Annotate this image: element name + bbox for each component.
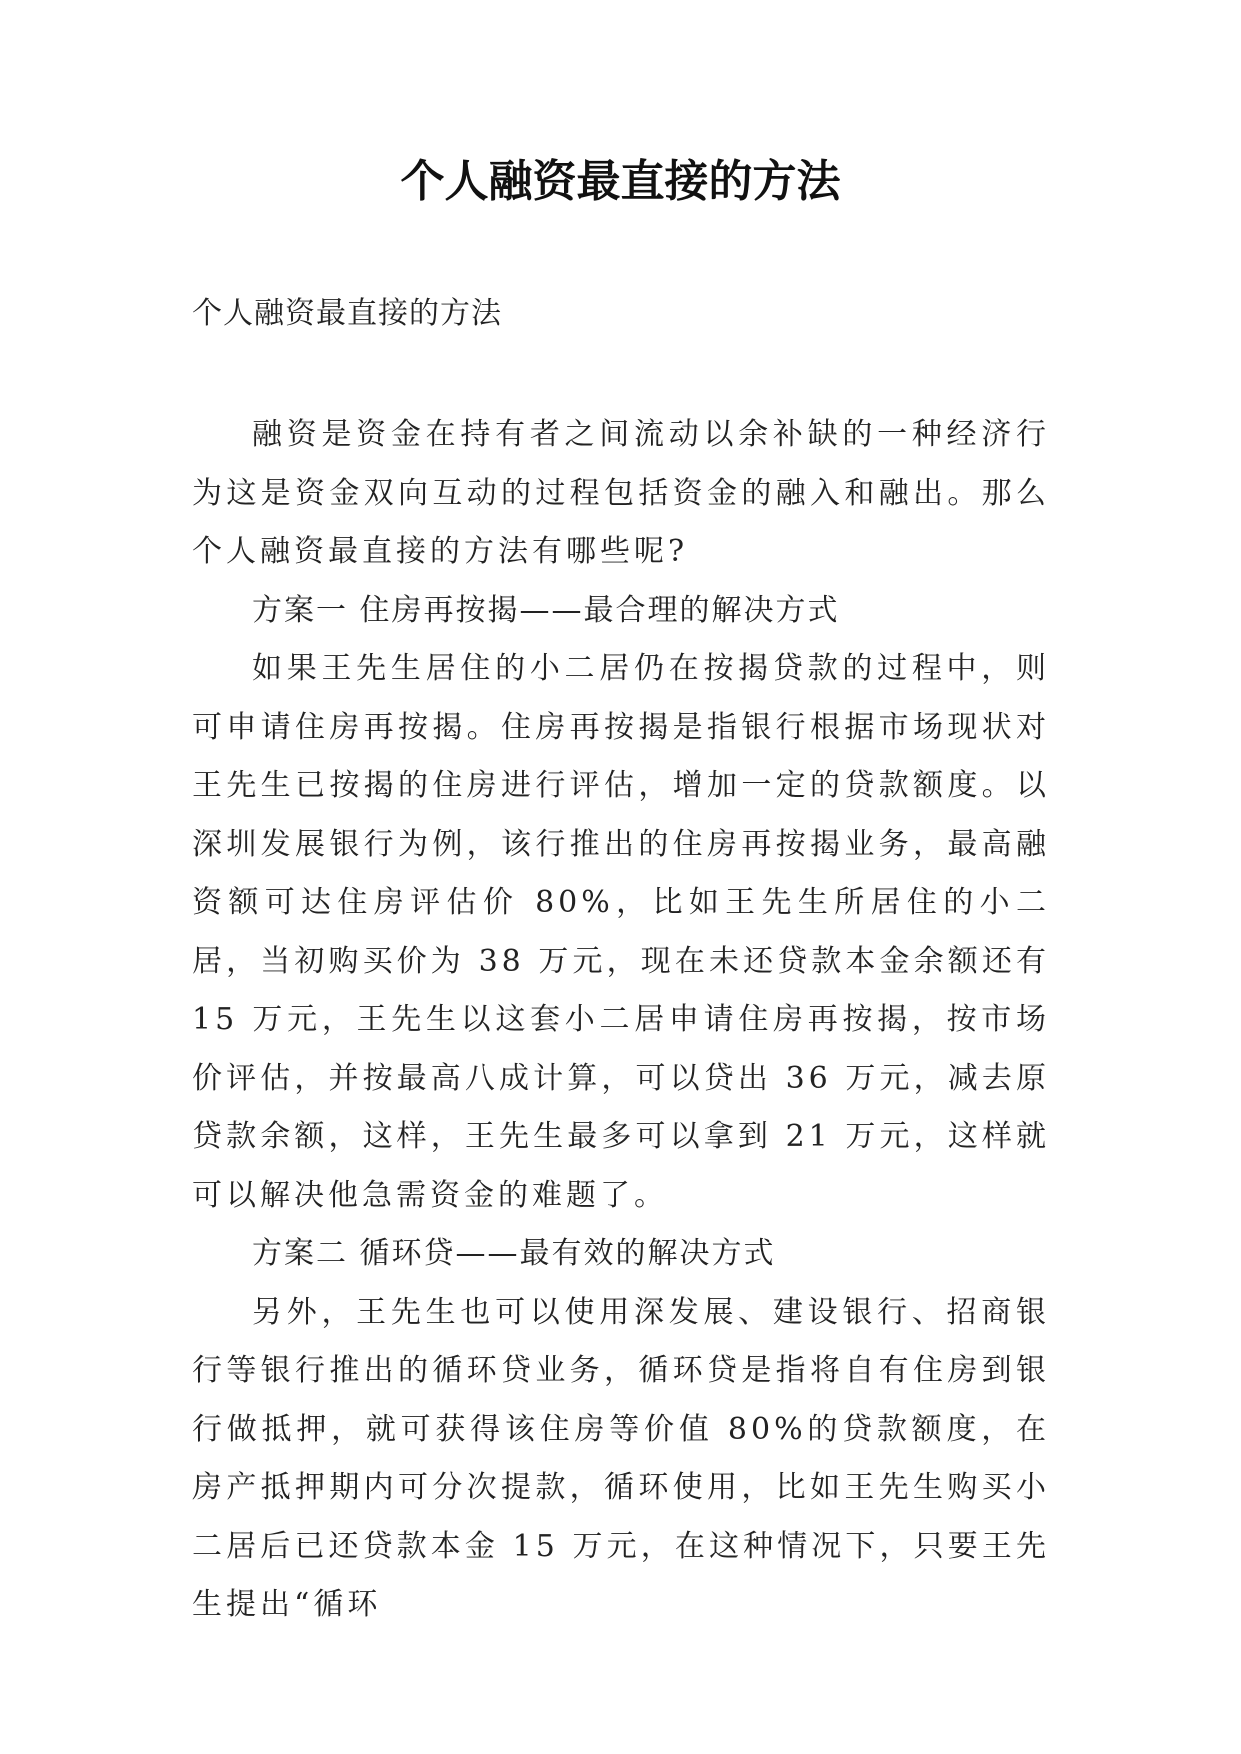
document-title: 个人融资最直接的方法: [400, 156, 841, 207]
paragraph-plan-one: 如果王先生居住的小二居仍在按揭贷款的过程中，则可申请住房再按揭。住房再按揭是指银行根据市场现状对王先生已按揭的住房进行评估，增加一定的贷款额度。以深圳发展银行为例，该行推出的住房再按揭业务，最高融资额可达住房评估价 80%，比如王先生所居住的小二居，当初购买价为 38 万元，现在未还贷款本金余额还有 15 万元，王先生以这套小二居申请住房再按揭，按市场价评估，并按最高八成计算，可以贷出 36 万元，减去原贷款余额，这样，王先生最多可以拿到 21 万元，这样就可以解决他急需资金的难题了。: [192, 651, 1050, 1213]
section-heading-plan-one: 方案一 住房再按揭——最合理的解决方式: [252, 592, 840, 628]
document-body: [192, 406, 1050, 1635]
document-subtitle: 个人融资最直接的方法: [192, 296, 502, 331]
paragraph-intro: 融资是资金在持有者之间流动以余补缺的一种经济行为这是资金双向互动的过程包括资金的融入和融出。那么个人融资最直接的方法有哪些呢?: [192, 417, 1050, 569]
section-heading-plan-two: 方案二 循环贷——最有效的解决方式: [252, 1236, 776, 1271]
paragraph-plan-two: 另外，王先生也可以使用深发展、建设银行、招商银行等银行推出的循环贷业务，循环贷是指将自有住房到银行做抵押，就可获得该住房等价值 80%的贷款额度，在房产抵押期内可分次提款，循环使用，比如王先生购买小二居后已还贷款本金 15 万元，在这种情况下，只要王先生提出“循环: [192, 1294, 1050, 1622]
